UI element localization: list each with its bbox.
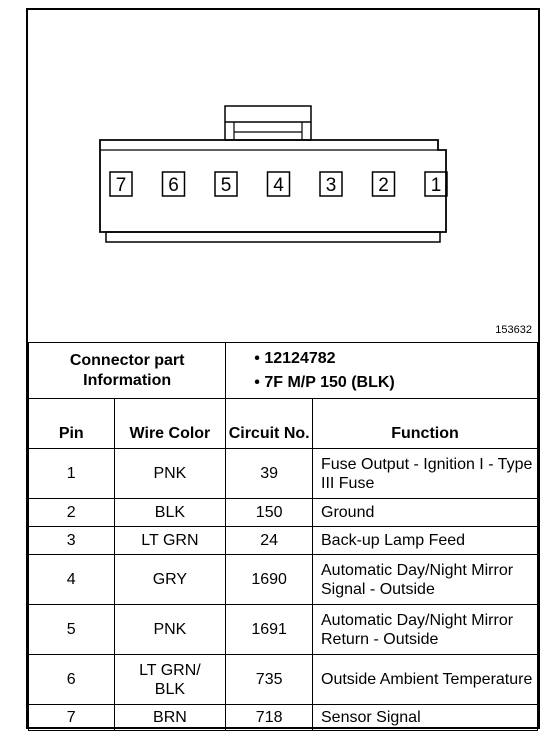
function-cell: Automatic Day/Night Mirror Signal - Outside (313, 555, 538, 605)
table-row (29, 555, 538, 605)
connector-diagram (28, 10, 538, 342)
circuit-cell: 1691 (226, 605, 313, 655)
pin-number-label: 1 (430, 175, 442, 196)
pin-cell: 7 (29, 705, 115, 731)
pin-cell: 5 (29, 605, 115, 655)
connector-drawing (28, 10, 538, 342)
pin-cell: 4 (29, 555, 115, 605)
function-cell: Ground (313, 499, 538, 527)
table-row (29, 527, 538, 555)
pin-number-label: 5 (220, 175, 232, 196)
header-pin: Pin (29, 399, 115, 449)
circuit-cell: 150 (226, 499, 313, 527)
table-row (29, 499, 538, 527)
pin-cell: 1 (29, 449, 115, 499)
function-cell: Fuse Output - Ignition I - Type III Fuse (313, 449, 538, 499)
wire-color-cell: PNK (114, 449, 226, 499)
wire-color-cell: LT GRN/ BLK (114, 655, 226, 705)
header-wire-color: Wire Color (114, 399, 226, 449)
pin-cell: 6 (29, 655, 115, 705)
wire-color-cell: GRY (114, 555, 226, 605)
header-circuit: Circuit No. (226, 399, 313, 449)
figure-id: 153632 (495, 324, 532, 336)
pin-cell: 3 (29, 527, 115, 555)
wire-color-cell: BRN (114, 705, 226, 731)
circuit-cell: 718 (226, 705, 313, 731)
table-row (29, 655, 538, 705)
table-row (29, 705, 538, 731)
circuit-cell: 39 (226, 449, 313, 499)
function-cell: Sensor Signal (313, 705, 538, 731)
table-row (29, 449, 538, 499)
function-cell: Back-up Lamp Feed (313, 527, 538, 555)
connector-info-values (226, 343, 538, 399)
pin-number-label: 7 (115, 175, 127, 196)
pin-number-label: 6 (168, 175, 179, 196)
wire-color-cell: PNK (114, 605, 226, 655)
circuit-cell: 735 (226, 655, 313, 705)
pin-number-label: 4 (273, 175, 284, 196)
function-cell: Outside Ambient Temperature (313, 655, 538, 705)
header-function: Function (313, 399, 538, 449)
wire-color-cell: BLK (114, 499, 226, 527)
pin-cavities (110, 172, 447, 196)
connector-table (28, 342, 538, 731)
circuit-cell: 1690 (226, 555, 313, 605)
wire-color-cell: LT GRN (114, 527, 226, 555)
connector-info-label: Connector part Information (29, 343, 226, 399)
pin-cell: 2 (29, 499, 115, 527)
table-header-row (29, 399, 538, 449)
pin-number-label: 3 (325, 175, 337, 196)
circuit-cell: 24 (226, 527, 313, 555)
table-row (29, 605, 538, 655)
connector-info-row (29, 343, 538, 399)
part-number: • 12124782 (254, 349, 336, 367)
document-frame (26, 8, 540, 729)
connector-description: • 7F M/P 150 (BLK) (254, 373, 395, 391)
pin-number-label: 2 (378, 175, 389, 196)
function-cell: Automatic Day/Night Mirror Return - Outside (313, 605, 538, 655)
